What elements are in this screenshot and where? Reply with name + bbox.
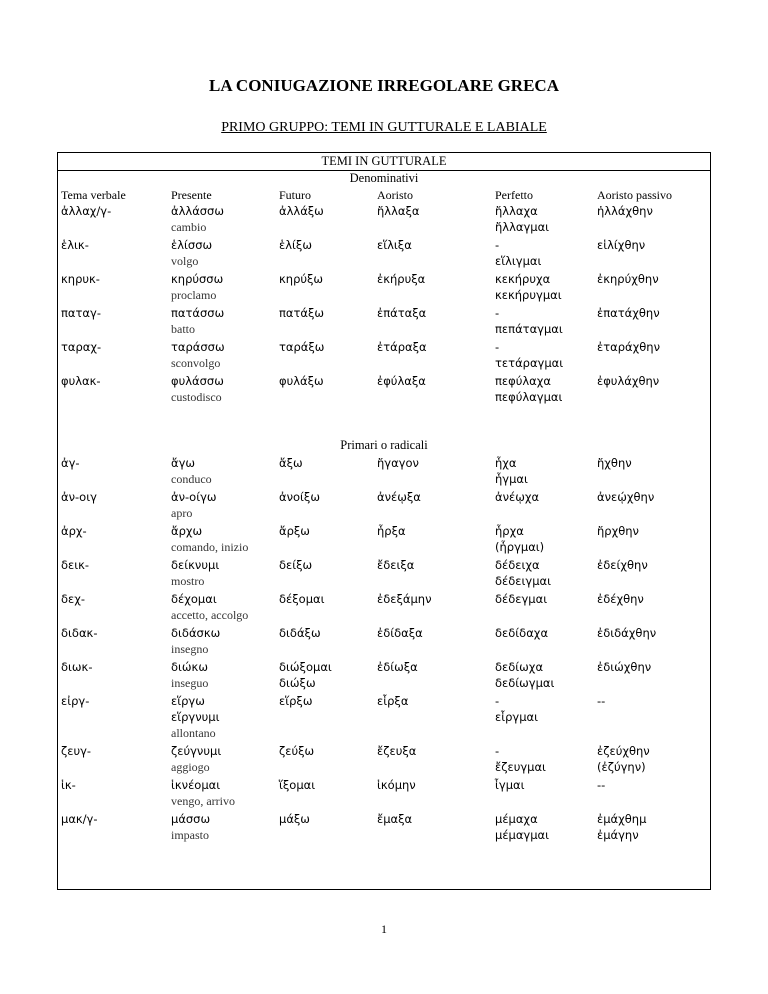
table-row — [58, 271, 710, 305]
aoristo-passivo-form: ἐμάγην — [597, 828, 639, 842]
aoristo-form: ἀνέῳξα — [377, 490, 421, 504]
aoristo-form: ἤλλαξα — [377, 204, 420, 218]
aoristo-cell — [377, 523, 406, 539]
perfetto-cell — [495, 203, 549, 235]
aoristo-form: εἵλιξα — [377, 238, 412, 252]
futuro-cell — [279, 557, 312, 573]
perfetto-form: εἵλιγμαι — [495, 254, 542, 268]
aoristo-cell — [377, 659, 418, 675]
perfetto-cell — [495, 777, 525, 793]
header-futuro: Futuro — [279, 188, 312, 202]
aoristo-cell — [377, 455, 419, 471]
table-row — [58, 455, 710, 489]
tema-verbale: ἑλικ- — [61, 238, 89, 252]
tema-verbale: ἀν-οιγ — [61, 490, 97, 504]
section-title: TEMI IN GUTTURALE — [58, 153, 710, 171]
aoristo-passivo-cell — [597, 203, 653, 219]
aoristo-passivo-form: -- — [597, 778, 606, 792]
perfetto-form: πεφύλαγμαι — [495, 390, 563, 404]
page-number: 1 — [381, 922, 387, 936]
presente-form: πατάσσω — [171, 306, 225, 320]
perfetto-cell — [495, 659, 554, 691]
futuro-cell — [279, 237, 312, 253]
table-row — [58, 743, 710, 777]
tema-cell — [61, 625, 97, 641]
futuro-form: ἑλίξω — [279, 238, 312, 252]
perfetto-form: ἀνέῳχα — [495, 490, 540, 504]
futuro-cell — [279, 777, 315, 793]
tema-cell — [61, 489, 97, 505]
perfetto-form: δεδίδαχα — [495, 626, 549, 640]
tema-cell — [61, 591, 85, 607]
presente-cell — [171, 237, 212, 269]
futuro-form: φυλάξω — [279, 374, 324, 388]
aoristo-cell — [377, 591, 432, 607]
aoristo-form: ἱκόμην — [377, 778, 416, 792]
perfetto-form: - — [495, 238, 500, 252]
perfetto-form: - — [495, 340, 500, 354]
presente-cell — [171, 743, 221, 775]
tema-verbale: ταραχ- — [61, 340, 102, 354]
aoristo-passivo-form: ἐδείχθην — [597, 558, 648, 572]
futuro-cell — [279, 455, 303, 471]
aoristo-passivo-cell — [597, 811, 646, 843]
aoristo-cell — [377, 625, 423, 641]
presente-cell — [171, 489, 217, 521]
futuro-cell — [279, 659, 332, 691]
header-aoristo-passivo: Aoristo passivo — [597, 188, 672, 202]
perfetto-form: τετάραγμαι — [495, 356, 564, 370]
perfetto-form: δέδεγμαι — [495, 592, 548, 606]
aoristo-cell — [377, 271, 425, 287]
perfetto-form: - — [495, 744, 500, 758]
futuro-cell — [279, 523, 310, 539]
perfetto-form: ἦχα — [495, 456, 517, 470]
aoristo-passivo-form: ἀνεῴχθην — [597, 490, 655, 504]
italian-meaning: mostro — [171, 574, 205, 588]
aoristo-cell — [377, 777, 416, 793]
perfetto-form: μέμαχα — [495, 812, 538, 826]
aoristo-form: ἐδεξάμην — [377, 592, 432, 606]
futuro-form: διώξω — [279, 676, 316, 690]
futuro-form: ταράξω — [279, 340, 325, 354]
tema-verbale: κηρυκ- — [61, 272, 100, 286]
futuro-cell — [279, 339, 324, 355]
table-row — [58, 203, 710, 237]
italian-meaning: apro — [171, 506, 193, 520]
tema-verbale: ἀλλαχ/γ- — [61, 204, 112, 218]
presente-form: ἄγω — [171, 456, 196, 470]
perfetto-cell — [495, 523, 544, 555]
aoristo-passivo-form: ἠλλάχθην — [597, 204, 653, 218]
presente-cell — [171, 811, 210, 843]
table-row — [58, 489, 710, 523]
presente-form: ταράσσω — [171, 340, 225, 354]
perfetto-form: ἦρχα — [495, 524, 524, 538]
futuro-cell — [279, 305, 324, 321]
futuro-cell — [279, 373, 324, 389]
tema-cell — [61, 271, 100, 287]
aoristo-cell — [377, 743, 416, 759]
group-title-primari: Primari o radicali — [340, 438, 428, 452]
italian-meaning: allontano — [171, 726, 216, 740]
aoristo-cell — [377, 693, 408, 709]
perfetto-cell — [495, 237, 541, 269]
tema-cell — [61, 455, 80, 471]
aoristo-passivo-form: ἐμάχθημ — [597, 812, 647, 826]
italian-meaning: comando, inizio — [171, 540, 249, 554]
presente-form: διδάσκω — [171, 626, 221, 640]
futuro-form: ζεύξω — [279, 744, 315, 758]
aoristo-passivo-form: ἐκηρύχθην — [597, 272, 659, 286]
presente-form: εἵργω — [171, 694, 205, 708]
presente-form: ἀν-οίγω — [171, 490, 217, 504]
tema-cell — [61, 693, 89, 709]
tema-cell — [61, 777, 76, 793]
futuro-form: κηρύξω — [279, 272, 324, 286]
futuro-form: πατάξω — [279, 306, 325, 320]
presente-form: δέχομαι — [171, 592, 217, 606]
italian-meaning: impasto — [171, 828, 209, 842]
presente-form: ζεύγνυμι — [171, 744, 222, 758]
presente-cell — [171, 373, 224, 405]
italian-meaning: accetto, accolgo — [171, 608, 249, 622]
table-row — [58, 659, 710, 693]
futuro-form: διώξομαι — [279, 660, 332, 674]
futuro-cell — [279, 489, 320, 505]
aoristo-passivo-cell — [597, 237, 645, 253]
presente-cell — [171, 777, 235, 809]
presente-form-alt: εἵργνυμι — [171, 710, 220, 724]
presente-form: διώκω — [171, 660, 208, 674]
perfetto-form: πεπάταγμαι — [495, 322, 563, 336]
perfetto-cell — [495, 693, 538, 725]
perfetto-cell — [495, 373, 562, 405]
aoristo-passivo-cell — [597, 271, 659, 287]
perfetto-form: ἤλλαχα — [495, 204, 538, 218]
aoristo-passivo-form: (ἐζύγην) — [597, 760, 646, 774]
table-row — [58, 693, 710, 743]
group-title-denominativi: Denominativi — [349, 171, 419, 185]
tema-cell — [61, 203, 111, 219]
perfetto-form: δέδειγμαι — [495, 574, 551, 588]
futuro-form: ἵξομαι — [279, 778, 316, 792]
aoristo-passivo-form: ἐζεύχθην — [597, 744, 650, 758]
tema-verbale: παταγ- — [61, 306, 101, 320]
futuro-cell — [279, 743, 314, 759]
table-header-row — [58, 187, 710, 203]
italian-meaning: volgo — [171, 254, 199, 268]
aoristo-passivo-form: ἤρχθην — [597, 524, 639, 538]
aoristo-passivo-cell — [597, 373, 659, 389]
futuro-cell — [279, 271, 323, 287]
tema-verbale: φυλακ- — [61, 374, 101, 388]
header-perfetto: Perfetto — [495, 188, 533, 202]
aoristo-form: ἐπάταξα — [377, 306, 427, 320]
perfetto-cell — [495, 339, 563, 371]
tema-cell — [61, 811, 98, 827]
tema-verbale: εἰργ- — [61, 694, 90, 708]
aoristo-passivo-cell — [597, 557, 648, 573]
perfetto-form: δεδίωγμαι — [495, 676, 555, 690]
futuro-cell — [279, 811, 310, 827]
presente-cell — [171, 339, 225, 371]
futuro-cell — [279, 203, 324, 219]
italian-meaning: proclamo — [171, 288, 217, 302]
perfetto-form: δέδειχα — [495, 558, 540, 572]
futuro-form: ἄρξω — [279, 524, 310, 538]
perfetto-form: κεκήρυγμαι — [495, 288, 562, 302]
table-row — [58, 237, 710, 271]
aoristo-passivo-form: εἱλίχθην — [597, 238, 646, 252]
aoristo-passivo-cell — [597, 591, 644, 607]
aoristo-passivo-form: ἐπατάχθην — [597, 306, 660, 320]
aoristo-form: ἐφύλαξα — [377, 374, 426, 388]
tema-cell — [61, 305, 101, 321]
perfetto-form: πεφύλαχα — [495, 374, 551, 388]
aoristo-form: ἐτάραξα — [377, 340, 427, 354]
document-subtitle: PRIMO GRUPPO: TEMI IN GUTTURALE E LABIALE — [221, 120, 547, 135]
perfetto-form: - — [495, 306, 500, 320]
aoristo-passivo-form: -- — [597, 694, 606, 708]
presente-form: δείκνυμι — [171, 558, 220, 572]
header-presente: Presente — [171, 188, 212, 202]
aoristo-passivo-cell — [597, 693, 605, 709]
aoristo-passivo-cell — [597, 523, 639, 539]
tema-verbale: ζευγ- — [61, 744, 92, 758]
tema-verbale: δεικ- — [61, 558, 90, 572]
futuro-form: ἀλλάξω — [279, 204, 324, 218]
tema-verbale: διδακ- — [61, 626, 98, 640]
aoristo-cell — [377, 489, 421, 505]
tema-verbale: μακ/γ- — [61, 812, 98, 826]
italian-meaning: conduco — [171, 472, 212, 486]
italian-meaning: vengo, arrivo — [171, 794, 235, 808]
aoristo-passivo-cell — [597, 339, 660, 355]
italian-meaning: inseguo — [171, 676, 209, 690]
aoristo-form: ἔμαξα — [377, 812, 413, 826]
table-row — [58, 339, 710, 373]
aoristo-passivo-cell — [597, 659, 651, 675]
perfetto-form: ἤλλαγμαι — [495, 220, 550, 234]
presente-form: ἑλίσσω — [171, 238, 213, 252]
aoristo-passivo-form: ἐδιδάχθην — [597, 626, 657, 640]
tema-cell — [61, 743, 91, 759]
presente-cell — [171, 693, 220, 741]
perfetto-form: ἷγμαι — [495, 778, 525, 792]
table-row — [58, 305, 710, 339]
perfetto-form: (ἦργμαι) — [495, 540, 545, 554]
aoristo-passivo-cell — [597, 489, 654, 505]
aoristo-form: ἐδίδαξα — [377, 626, 423, 640]
italian-meaning: cambio — [171, 220, 207, 234]
aoristo-cell — [377, 237, 412, 253]
perfetto-form: κεκήρυχα — [495, 272, 551, 286]
aoristo-form: ἐδίωξα — [377, 660, 418, 674]
document-title: LA CONIUGAZIONE IRREGOLARE GRECA — [209, 76, 559, 95]
conjugation-table — [57, 152, 711, 890]
italian-meaning: batto — [171, 322, 195, 336]
perfetto-form: ἔζευγμαι — [495, 760, 546, 774]
table-row — [58, 777, 710, 811]
perfetto-cell — [495, 489, 539, 505]
italian-meaning: custodisco — [171, 390, 222, 404]
perfetto-form: μέμαγμαι — [495, 828, 550, 842]
aoristo-form: ἔδειξα — [377, 558, 415, 572]
futuro-form: μάξω — [279, 812, 310, 826]
perfetto-cell — [495, 591, 547, 607]
aoristo-form: ἤγαγον — [377, 456, 419, 470]
tema-cell — [61, 659, 93, 675]
tema-verbale: ἱκ- — [61, 778, 76, 792]
perfetto-form: δεδίωχα — [495, 660, 544, 674]
perfetto-cell — [495, 743, 546, 775]
perfetto-cell — [495, 455, 528, 487]
presente-form: φυλάσσω — [171, 374, 224, 388]
table-row — [58, 591, 710, 625]
tema-verbale: ἀγ- — [61, 456, 80, 470]
header-aoristo: Aoristo — [377, 188, 413, 202]
futuro-cell — [279, 693, 312, 709]
presente-cell — [171, 203, 224, 235]
aoristo-cell — [377, 305, 426, 321]
perfetto-form: - — [495, 694, 500, 708]
aoristo-form: εἷρξα — [377, 694, 409, 708]
futuro-cell — [279, 625, 321, 641]
presente-cell — [171, 305, 224, 337]
futuro-form: εἵρξω — [279, 694, 313, 708]
aoristo-passivo-cell — [597, 777, 605, 793]
presente-cell — [171, 591, 248, 623]
italian-meaning: insegno — [171, 642, 209, 656]
tema-verbale: ἀρχ- — [61, 524, 87, 538]
tema-verbale: διωκ- — [61, 660, 93, 674]
futuro-form: δείξω — [279, 558, 313, 572]
aoristo-form: ἔζευξα — [377, 744, 417, 758]
presente-form: κηρύσσω — [171, 272, 224, 286]
italian-meaning: sconvolgo — [171, 356, 221, 370]
table-row — [58, 373, 710, 407]
table-row — [58, 523, 710, 557]
presente-cell — [171, 271, 223, 303]
tema-cell — [61, 557, 89, 573]
tema-verbale: δεχ- — [61, 592, 86, 606]
aoristo-cell — [377, 339, 427, 355]
aoristo-passivo-cell — [597, 625, 656, 641]
tema-cell — [61, 523, 87, 539]
perfetto-form: ἦγμαι — [495, 472, 528, 486]
aoristo-passivo-form: ἤχθην — [597, 456, 632, 470]
aoristo-passivo-cell — [597, 743, 650, 775]
aoristo-cell — [377, 203, 419, 219]
futuro-cell — [279, 591, 325, 607]
presente-cell — [171, 523, 248, 555]
tema-cell — [61, 237, 89, 253]
futuro-form: δέξομαι — [279, 592, 325, 606]
aoristo-form: ἐκήρυξα — [377, 272, 426, 286]
presente-cell — [171, 625, 220, 657]
futuro-form: ἀνοίξω — [279, 490, 320, 504]
table-row — [58, 557, 710, 591]
presente-form: μάσσω — [171, 812, 211, 826]
aoristo-passivo-form: ἐδιώχθην — [597, 660, 652, 674]
aoristo-passivo-cell — [597, 455, 632, 471]
aoristo-passivo-form: ἐφυλάχθην — [597, 374, 660, 388]
presente-cell — [171, 557, 219, 589]
aoristo-passivo-form: ἐδέχθην — [597, 592, 644, 606]
futuro-form: ἄξω — [279, 456, 303, 470]
italian-meaning: aggiogo — [171, 760, 210, 774]
presente-cell — [171, 659, 208, 691]
presente-form: ἱκνέομαι — [171, 778, 221, 792]
tema-cell — [61, 339, 101, 355]
aoristo-cell — [377, 557, 414, 573]
perfetto-cell — [495, 625, 548, 641]
aoristo-passivo-cell — [597, 305, 660, 321]
futuro-form: διδάξω — [279, 626, 321, 640]
tema-cell — [61, 373, 101, 389]
perfetto-cell — [495, 557, 551, 589]
perfetto-form: εἷργμαι — [495, 710, 539, 724]
presente-cell — [171, 455, 212, 487]
table-row — [58, 811, 710, 845]
aoristo-passivo-form: ἐταράχθην — [597, 340, 660, 354]
aoristo-cell — [377, 373, 426, 389]
perfetto-cell — [495, 811, 549, 843]
aoristo-cell — [377, 811, 412, 827]
presente-form: ἀλλάσσω — [171, 204, 224, 218]
perfetto-cell — [495, 305, 563, 337]
table-row — [58, 625, 710, 659]
perfetto-cell — [495, 271, 562, 303]
aoristo-form: ἦρξα — [377, 524, 406, 538]
presente-form: ἄρχω — [171, 524, 203, 538]
header-tema: Tema verbale — [61, 188, 126, 202]
